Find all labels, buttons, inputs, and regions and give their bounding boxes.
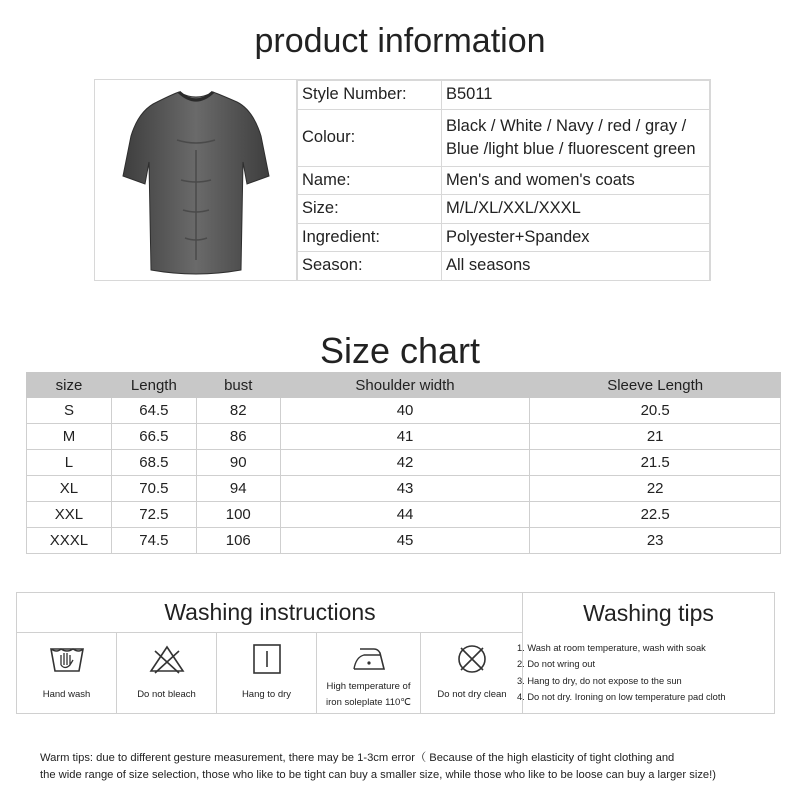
list-item: 3. Hang to dry, do not expose to the sun (517, 675, 682, 686)
length-cell: 64.5 (111, 398, 196, 424)
care-caption: iron soleplate 110℃ (326, 697, 411, 708)
bust-cell: 90 (196, 450, 280, 476)
washing-tips-title: Washing tips (583, 600, 714, 626)
length-cell: 74.5 (111, 528, 196, 554)
shoulder-cell: 40 (280, 398, 530, 424)
list-item: 4. Do not dry. Ironing on low temperature pad cloth (517, 691, 726, 702)
washing-tips-list (517, 640, 757, 705)
size-cell: XL (27, 476, 112, 502)
care-item-hang-to-dry (217, 633, 317, 713)
sleeve-cell: 22 (530, 476, 781, 502)
washing-instructions-section (17, 593, 523, 713)
care-caption: Hang to dry (241, 689, 292, 700)
info-value (442, 109, 710, 166)
table-row (27, 502, 781, 528)
size-cell: L (27, 450, 112, 476)
size-cell: XXL (27, 502, 112, 528)
shoulder-cell: 42 (280, 450, 530, 476)
info-row-name (298, 166, 710, 195)
table-row (27, 424, 781, 450)
shoulder-cell: 45 (280, 528, 530, 554)
care-caption: Do not bleach (137, 689, 196, 700)
table-row (27, 450, 781, 476)
iron-icon (350, 643, 388, 675)
info-label: Size: (298, 195, 442, 224)
info-row-colour (298, 109, 710, 166)
list-item: 1. Wash at room temperature, wash with soak (517, 643, 706, 653)
care-item-iron (317, 633, 421, 713)
info-label: Name: (298, 166, 442, 195)
sleeve-cell: 21.5 (530, 450, 781, 476)
care-caption: Do not dry clean (437, 689, 507, 700)
t-shirt-icon (95, 80, 297, 280)
info-label: Style Number: (298, 81, 442, 110)
colour-line: Black / White / Navy / red / gray / (446, 116, 687, 135)
size-cell: M (27, 424, 112, 450)
do-not-bleach-icon (149, 643, 185, 675)
length-cell: 72.5 (111, 502, 196, 528)
table-row (27, 476, 781, 502)
care-caption: High temperature of (326, 681, 411, 692)
bust-cell: 100 (196, 502, 280, 528)
info-value: M/L/XL/XXL/XXXL (442, 195, 710, 224)
shoulder-cell: 43 (280, 476, 530, 502)
warm-tips (40, 750, 780, 783)
sleeve-cell: 20.5 (530, 398, 781, 424)
bust-cell: 94 (196, 476, 280, 502)
shoulder-cell: 44 (280, 502, 530, 528)
size-cell: S (27, 398, 112, 424)
care-item-do-not-dry-clean (421, 633, 523, 713)
length-cell: 66.5 (111, 424, 196, 450)
size-chart-header (27, 373, 781, 398)
info-label: Ingredient: (298, 223, 442, 252)
size-cell: XXXL (27, 528, 112, 554)
header-bust: bust (196, 373, 280, 398)
shoulder-cell: 41 (280, 424, 530, 450)
table-row (27, 398, 781, 424)
product-image (95, 80, 297, 280)
warm-tips-line: Warm tips: due to different gesture measurement, there may be 1-3cm error（ Because of the high elasticity of tight clothing and (40, 752, 675, 764)
sleeve-cell: 21 (530, 424, 781, 450)
info-row-style (298, 81, 710, 110)
product-info-panel (94, 79, 711, 281)
length-cell: 68.5 (111, 450, 196, 476)
info-value: Polyester+Spandex (442, 223, 710, 252)
do-not-dry-clean-icon (454, 643, 490, 675)
header-size: size (27, 373, 112, 398)
header-length: Length (111, 373, 196, 398)
info-value: Men's and women's coats (442, 166, 710, 195)
length-cell: 70.5 (111, 476, 196, 502)
size-chart-title: Size chart (319, 330, 481, 371)
header-shoulder-width: Shoulder width (280, 373, 530, 398)
table-row (27, 528, 781, 554)
care-item-do-not-bleach (117, 633, 217, 713)
info-label: Season: (298, 252, 442, 281)
sleeve-cell: 22.5 (530, 502, 781, 528)
hang-to-dry-icon (249, 643, 285, 675)
info-row-size (298, 195, 710, 224)
size-chart-table (26, 372, 781, 554)
info-value: All seasons (442, 252, 710, 281)
info-value: B5011 (442, 81, 710, 110)
care-icons (17, 633, 523, 713)
colour-line: Blue /light blue / fluorescent green (446, 139, 696, 158)
bust-cell: 82 (196, 398, 280, 424)
product-information-title: product information (254, 22, 546, 60)
hand-wash-icon (49, 643, 85, 675)
product-info-table (297, 80, 710, 281)
info-row-ingredient (298, 223, 710, 252)
washing-instructions-title: Washing instructions (17, 593, 523, 633)
info-label: Colour: (298, 109, 442, 166)
warm-tips-line: the wide range of size selection, those who like to be tight can buy a smaller size, while those who like to be loose can buy a larger size!) (40, 768, 716, 781)
bust-cell: 106 (196, 528, 280, 554)
care-item-hand-wash (17, 633, 117, 713)
sleeve-cell: 23 (530, 528, 781, 554)
bust-cell: 86 (196, 424, 280, 450)
info-row-season (298, 252, 710, 281)
care-caption: Hand wash (42, 689, 91, 700)
list-item: 2. Do not wring out (517, 659, 596, 670)
header-sleeve-length: Sleeve Length (530, 373, 781, 398)
